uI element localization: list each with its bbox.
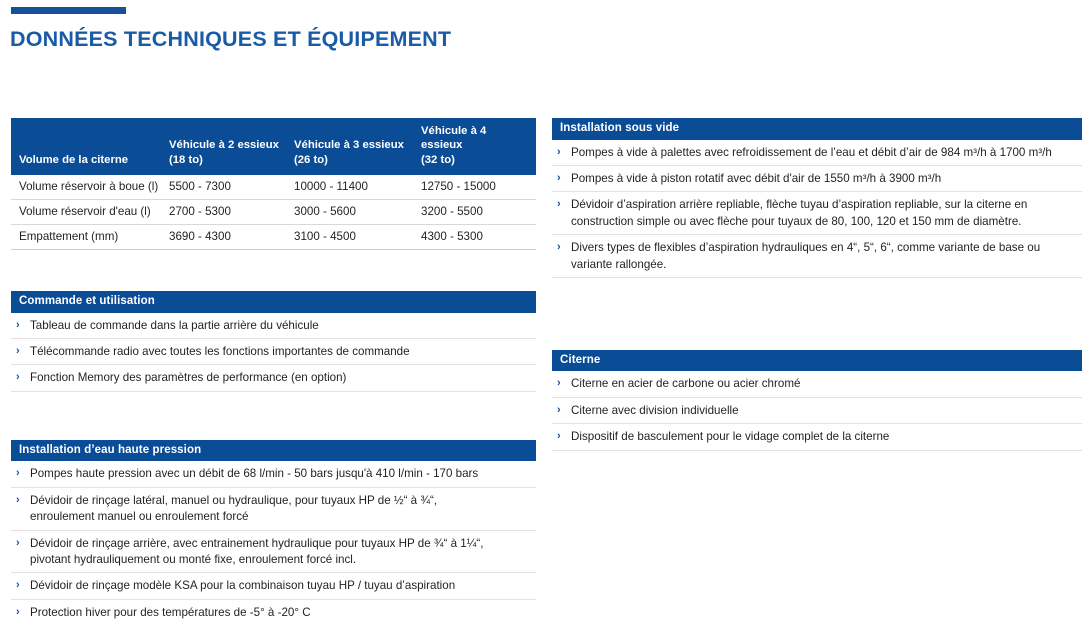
list-item-line: Citerne avec division individuelle: [571, 403, 739, 417]
list-item-line: pivotant hydrauliquement ou monté fixe, enroulement forcé incl.: [30, 552, 357, 566]
column-header-label: [11, 118, 161, 175]
chevron-right-icon: ›: [557, 145, 561, 158]
chevron-right-icon: ›: [16, 467, 20, 480]
row-value-4-axle: 12750 - 15000: [413, 175, 536, 199]
list-sous-vide: [552, 140, 1082, 278]
table-row: [11, 225, 536, 250]
chevron-right-icon: ›: [16, 493, 20, 506]
list-item: [552, 166, 1082, 192]
row-value-4-axle: 4300 - 5300: [413, 225, 536, 250]
list-item-line: Dispositif de basculement pour le vidage complet de la citerne: [571, 430, 890, 444]
row-label: Volume réservoir à boue (l): [11, 175, 161, 199]
list-item: [11, 461, 536, 487]
row-value-2-axle: 2700 - 5300: [161, 200, 286, 225]
chevron-right-icon: ›: [16, 605, 20, 618]
column-header-line1: Volume de la citerne: [19, 153, 129, 166]
row-value-3-axle: 3100 - 4500: [286, 225, 413, 250]
list-citerne: [552, 371, 1082, 450]
list-item-line: Dévidoir de rinçage modèle KSA pour la combinaison tuyau HP / tuyau d’aspiration: [30, 579, 456, 593]
list-item: [11, 600, 536, 625]
row-value-3-axle: 3000 - 5600: [286, 200, 413, 225]
chevron-right-icon: ›: [557, 241, 561, 254]
chevron-right-icon: ›: [16, 579, 20, 592]
row-label: Volume réservoir d'eau (l): [11, 200, 161, 225]
section-sous-vide: [552, 118, 1082, 278]
list-item-line: Dévidoir d’aspiration arrière repliable, flèche tuyau d’aspiration repliable, sur la citerne en: [571, 198, 1028, 212]
row-value-2-axle: 3690 - 4300: [161, 225, 286, 250]
list-item-line: Pompes haute pression avec un débit de 68 l/min - 50 bars jusqu'à 410 l/min - 170 bars: [30, 467, 479, 481]
section-haute-pression: [11, 440, 536, 625]
list-item-line: construction simple ou avec flèche pour tuyaux de 80, 100, 120 et 150 mm de diamètre.: [571, 214, 1022, 228]
list-item: [552, 424, 1082, 450]
column-header-3-axle: [286, 118, 413, 175]
column-header-line2: (18 to): [169, 153, 203, 166]
list-item-line: Pompes à vide à palettes avec refroidissement de l’eau et débit d’air de 984 m³/h à 1700 m³/h: [571, 145, 1052, 159]
chevron-right-icon: ›: [16, 318, 20, 331]
section-header-sous-vide: Installation sous vide: [552, 118, 1082, 140]
list-item-line: enroulement manuel ou enroulement forcé: [30, 510, 249, 524]
list-item: [552, 140, 1082, 166]
list-item-line: Citerne en acier de carbone ou acier chromé: [571, 377, 801, 391]
page-title: DONNÉES TECHNIQUES ET ÉQUIPEMENT: [10, 27, 452, 51]
list-item: [11, 313, 536, 339]
chevron-right-icon: ›: [557, 430, 561, 443]
list-item-line: Tableau de commande dans la partie arrière du véhicule: [30, 318, 319, 332]
list-item: [552, 371, 1082, 397]
list-commande: [11, 313, 536, 392]
list-item: [11, 573, 536, 599]
section-header-commande: Commande et utilisation: [11, 291, 536, 313]
chevron-right-icon: ›: [16, 536, 20, 549]
list-item-line: Dévidoir de rinçage arrière, avec entrainement hydraulique pour tuyaux HP de ¾“ à 1¼“,: [30, 536, 484, 550]
right-column: [552, 118, 1082, 451]
section-header-haute-pression: Installation d’eau haute pression: [11, 440, 536, 462]
list-item-line: Fonction Memory des paramètres de performance (en option): [30, 371, 347, 385]
spec-table: [11, 118, 536, 250]
left-column: [11, 118, 536, 625]
row-value-4-axle: 3200 - 5500: [413, 200, 536, 225]
row-value-2-axle: 5500 - 7300: [161, 175, 286, 199]
chevron-right-icon: ›: [557, 171, 561, 184]
table-header-row: [11, 118, 536, 175]
column-header-2-axle: [161, 118, 286, 175]
chevron-right-icon: ›: [16, 344, 20, 357]
row-label: Empattement (mm): [11, 225, 161, 250]
list-item-line: Divers types de flexibles d’aspiration hydrauliques en 4“, 5“, 6“, comme variante de base ou: [571, 241, 1041, 255]
section-commande: [11, 291, 536, 392]
list-item: [552, 235, 1082, 278]
list-item: [11, 339, 536, 365]
list-item-line: Télécommande radio avec toutes les fonctions importantes de commande: [30, 344, 410, 358]
row-value-3-axle: 10000 - 11400: [286, 175, 413, 199]
column-header-line2: (32 to): [421, 153, 455, 166]
column-header-line2: (26 to): [294, 153, 328, 166]
spec-table-block: [11, 118, 536, 250]
chevron-right-icon: ›: [557, 198, 561, 211]
list-item: [11, 365, 536, 391]
table-row: [11, 175, 536, 199]
list-item-line: variante rallongée.: [571, 257, 667, 271]
list-item-line: Dévidoir de rinçage latéral, manuel ou hydraulique, pour tuyaux HP de ½“ à ¾“,: [30, 493, 438, 507]
chevron-right-icon: ›: [557, 377, 561, 390]
list-item-line: Pompes à vide à piston rotatif avec débit d'air de 1550 m³/h à 3900 m³/h: [571, 171, 942, 185]
column-header-line1: Véhicule à 2 essieux: [169, 139, 279, 152]
column-header-line1: Véhicule à 4 essieux: [421, 125, 487, 152]
chevron-right-icon: ›: [557, 403, 561, 416]
list-item-line: Protection hiver pour des températures de -5° à -20° C: [30, 605, 311, 619]
title-accent-rule: [11, 7, 126, 14]
list-item: [11, 488, 536, 531]
section-citerne: [552, 350, 1082, 451]
chevron-right-icon: ›: [16, 371, 20, 384]
section-header-citerne: Citerne: [552, 350, 1082, 372]
table-row: [11, 200, 536, 225]
column-header-4-axle: [413, 118, 536, 175]
list-item: [552, 192, 1082, 235]
list-item: [552, 398, 1082, 424]
column-header-line1: Véhicule à 3 essieux: [294, 139, 404, 152]
list-item: [11, 531, 536, 574]
list-haute-pression: [11, 461, 536, 625]
